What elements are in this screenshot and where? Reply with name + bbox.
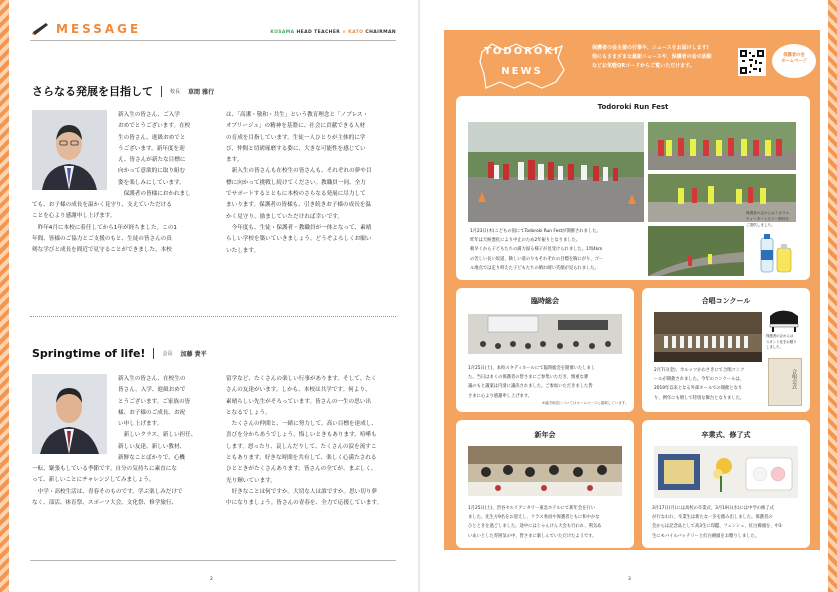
graduation-gifts-icon xyxy=(654,446,798,498)
run-fest-title: Todoroki Run Fest xyxy=(597,103,669,111)
chorus-signboard xyxy=(768,358,802,406)
run-fest-photo-start xyxy=(648,122,796,170)
section1-column-a-bottom: ても、お子様の成長を温かく見守り、支えていただける ことを心より感謝申し上げます。 昨年4月に本校に着任してから1年が経ちました。この1 年間、皆様のご協力とご支援のもと、生徒の皆さんの真 剣な学びと成長を間近で見守ることができました。本校 xyxy=(32,202,177,254)
qr-code-icon xyxy=(740,50,764,74)
header-kato: KATO xyxy=(346,30,364,35)
header-head-teacher: HEAD TEACHER xyxy=(294,30,343,35)
header-subtitle xyxy=(270,30,396,35)
graduation-text: 3月17日(月)には高校の卒業式、3月19日(水)には中学の修了式 が行なわれ、卒業生は新たな一歩を踏み出しました。保護者の 会からは記念品として高3生に印鑑、フェンシュ、紅白饅頭を、中3 生にモバイルバッテリーと紅白饅頭をお贈りしました。 xyxy=(652,506,782,539)
chorus-photo xyxy=(654,312,762,362)
todoroki-news-logo xyxy=(478,42,566,90)
graduation-photo xyxy=(654,446,798,498)
run-fest-photo-road xyxy=(648,226,744,276)
new-year-text: 1月25日(土)、渋谷セルリアンタワー東急ホテルにて新年会を行い ました。先生方9名をお迎えし、クラス委員や保護者ともに和やかな ひとときを過ごしました。途中にはじゃんけん大会も行われ、利気あ いあいとした雰囲気の中、皆さまに楽しんでいただけたようです。 xyxy=(468,506,602,539)
page-number-right: 3 xyxy=(628,577,631,582)
water-bottle-icon xyxy=(756,234,794,274)
section1-column-b: は、「高潔・敬和・共生」という教育理念と「ノブレス・ オブリージュ」の精神を基盤に、社会に貢献できる人材 の育成を目指しています。生徒一人ひとりが主体的に学 び、仲間と切磋琢磨する姿に、大きな可能性を感じてい ます。 新入生の皆さんも在校生の皆さんも、それぞれの夢や目 標に向かって挑戦し続けてください。教職員一同、全力 でサポートするとともに本校のさらなる発展に尽力して まいります。保護者の皆様も、引き続きお子様の成長を温 かく見守り、励ましていただければ幸いです。 今年度も、生徒・保護者・教職員が一体となって、素晴 らしい学校を築いていきましょう。どうぞよろしくお願い いたします。 xyxy=(226,112,372,254)
meeting-photo xyxy=(468,314,622,354)
section1-name: 草間 雅行 xyxy=(188,88,215,96)
news-logo-line1: TODOROKI xyxy=(484,46,560,57)
header-chairman: CHAIRMAN xyxy=(363,30,396,35)
card-chorus xyxy=(642,288,810,412)
news-logo-line2: NEWS xyxy=(501,66,543,77)
banquet-icon xyxy=(468,446,622,496)
mountain-road-icon xyxy=(648,226,744,276)
section1-divider xyxy=(161,86,162,97)
section2-column-a-top: 新入生の皆さん、在校生の 皆さん、入学、進級おめで とうございます。ご家族の皆 様、お子様のご成長、お祝 い申し上げます。 新しいクラス、新しい担任、 新しい友達、新しい教材、 新鮮なことばかりで、心機 xyxy=(118,376,197,462)
chorus-callout: 保護者の会からは スタンド花をお贈り しました。 xyxy=(766,334,797,349)
graduation-title: 卒業式、修了式 xyxy=(701,431,751,439)
run-fest-photo-main xyxy=(468,122,644,222)
header-kusama: KUSAMA xyxy=(270,30,295,35)
news-intro: 保護者の会主催の行事や、ニュースをお届けします! 他にもさまざまな最新ニュースや、保護者の会の活動 などお気軽QRコードからご覧いただけます。 xyxy=(592,45,712,69)
concert-hall-icon xyxy=(654,312,762,362)
message-header xyxy=(30,22,141,36)
section2-name: 加藤 貴平 xyxy=(180,351,207,358)
chairman-portrait-icon xyxy=(32,374,107,454)
section2-column-b: 留学など、たくさんの楽しい行事があります。そして、たく さんの友達がいます。しかも、本校は共学です。何より、 素晴らしい先生がそろっています。皆さんの一生の思い出 となるでしょう。 たくさんの仲間と、一緒に努力して、高い目標を達成し、 喜びを分かちあうでしょう。悔しいときもあります。喧嘩も します。怒ったり、哀しんだりして、たくさんの涙を流すこ ともあります。好きな時間を共有して、楽しく心満たされる ひとときがたくさんあります。皆さんの全てが、まぶしく、 光り輝いています。 好きなことは何ですか。大切な人は誰ですか。思い切り夢 中になりましょう。皆さんの青春を、全力で応援しています。 xyxy=(226,376,383,507)
section1-role: 校長 xyxy=(170,88,181,95)
section2-divider xyxy=(153,348,154,359)
pencil-icon xyxy=(30,22,50,36)
section1-column-a-top: 新入生の皆さん、ご入学 おめでとうございます。在校 生の皆さん、進級おめでと うございます。新年度を迎 え、皆さんが新たな目標に 向かって意欲的に取り組む 姿を楽しみにしています。 保護者の皆様におかれまし xyxy=(118,112,191,198)
section2-role: 会長 xyxy=(162,351,173,357)
run-fest-callout: 保護者の会からはミネラル ウォーターとゼリー飲料を ご提供しました。 xyxy=(746,211,790,227)
meeting-text: 1月25日(土)、本校スタディホールにて臨時総会を開催いたしまし た。当日はまくの保護者の皆さまにご参集いただき、慎重な審 議のもと議案は円滑に議決されました。ご参加いただきました皆 さまに心より感謝申し上げます。 xyxy=(468,366,596,399)
card-graduation xyxy=(642,420,810,548)
homepage-speech-bubble[interactable]: 保護者の会 ホームページ xyxy=(772,44,816,78)
card-run-fest xyxy=(456,96,810,280)
right-page xyxy=(420,0,837,592)
section2-heading xyxy=(32,347,207,360)
left-page xyxy=(0,0,418,592)
chairman-photo xyxy=(32,374,107,454)
piano-icon xyxy=(768,308,800,332)
meeting-title: 臨時総会 xyxy=(531,297,559,305)
card-meeting xyxy=(456,288,634,412)
message-title: MESSAGE xyxy=(56,22,142,36)
header-cross: × xyxy=(342,30,347,35)
runners-photo-icon xyxy=(468,122,644,222)
left-page-stripe xyxy=(0,0,9,592)
meeting-hall-icon xyxy=(468,314,622,354)
new-year-title: 新年会 xyxy=(534,431,556,439)
qr-code[interactable] xyxy=(738,48,766,76)
new-year-photo xyxy=(468,446,622,496)
chorus-title: 合唱コンクール xyxy=(701,297,751,305)
header-rule xyxy=(30,40,396,41)
run-fest-text: 1月23日(木)こどもの国にてTodoroki Run Festが開催されました。 昨年は天候悪化により中止のため2年振りとなりました。 朝早くから子どもたちの満力溢る様子が見受けられました。1周4km の苦しい長い坂道、険しい道のりもそれぞれの目標を胸にがり、ゴー ル地点では走り終えた子どもたちの晴れ晴い笑顔が見られました。 xyxy=(470,229,604,271)
chorus-text: 2月7日(金)、カルッツかわさきにて合唱コンク ールが開催されました。今年のコンクールは、 2019年以来となる外部ホールでの開催となり り、例年にも増して特別な舞台となりました。 xyxy=(654,368,745,401)
section-divider xyxy=(30,316,396,317)
section2-title: Springtime of life! xyxy=(32,347,146,360)
section1-title: さらなる発展を目指して xyxy=(32,85,153,98)
chorus-signboard-text: 合唱会式 xyxy=(791,369,797,389)
meeting-note: ※議決承認についてはホームページに掲載しています。 xyxy=(542,401,629,405)
head-teacher-portrait-icon xyxy=(32,110,107,190)
footer-rule xyxy=(30,560,396,561)
head-teacher-photo xyxy=(32,110,107,190)
section2-column-a-bottom: 一転、緊張もしている季節です。自分の気持ちに素直にな って、新しいことにチャレンジしてみましょう。 中学・高校生活は、青春そのものです。学ぶ楽しみだけで なく、部活、体育祭、スポーツ大会、文化祭、修学旅行、 xyxy=(32,466,183,506)
page-number-left: 2 xyxy=(210,577,213,582)
card-new-year xyxy=(456,420,634,548)
runners-start-icon xyxy=(648,122,796,170)
section1-heading xyxy=(32,83,214,99)
right-page-stripe xyxy=(828,0,837,592)
